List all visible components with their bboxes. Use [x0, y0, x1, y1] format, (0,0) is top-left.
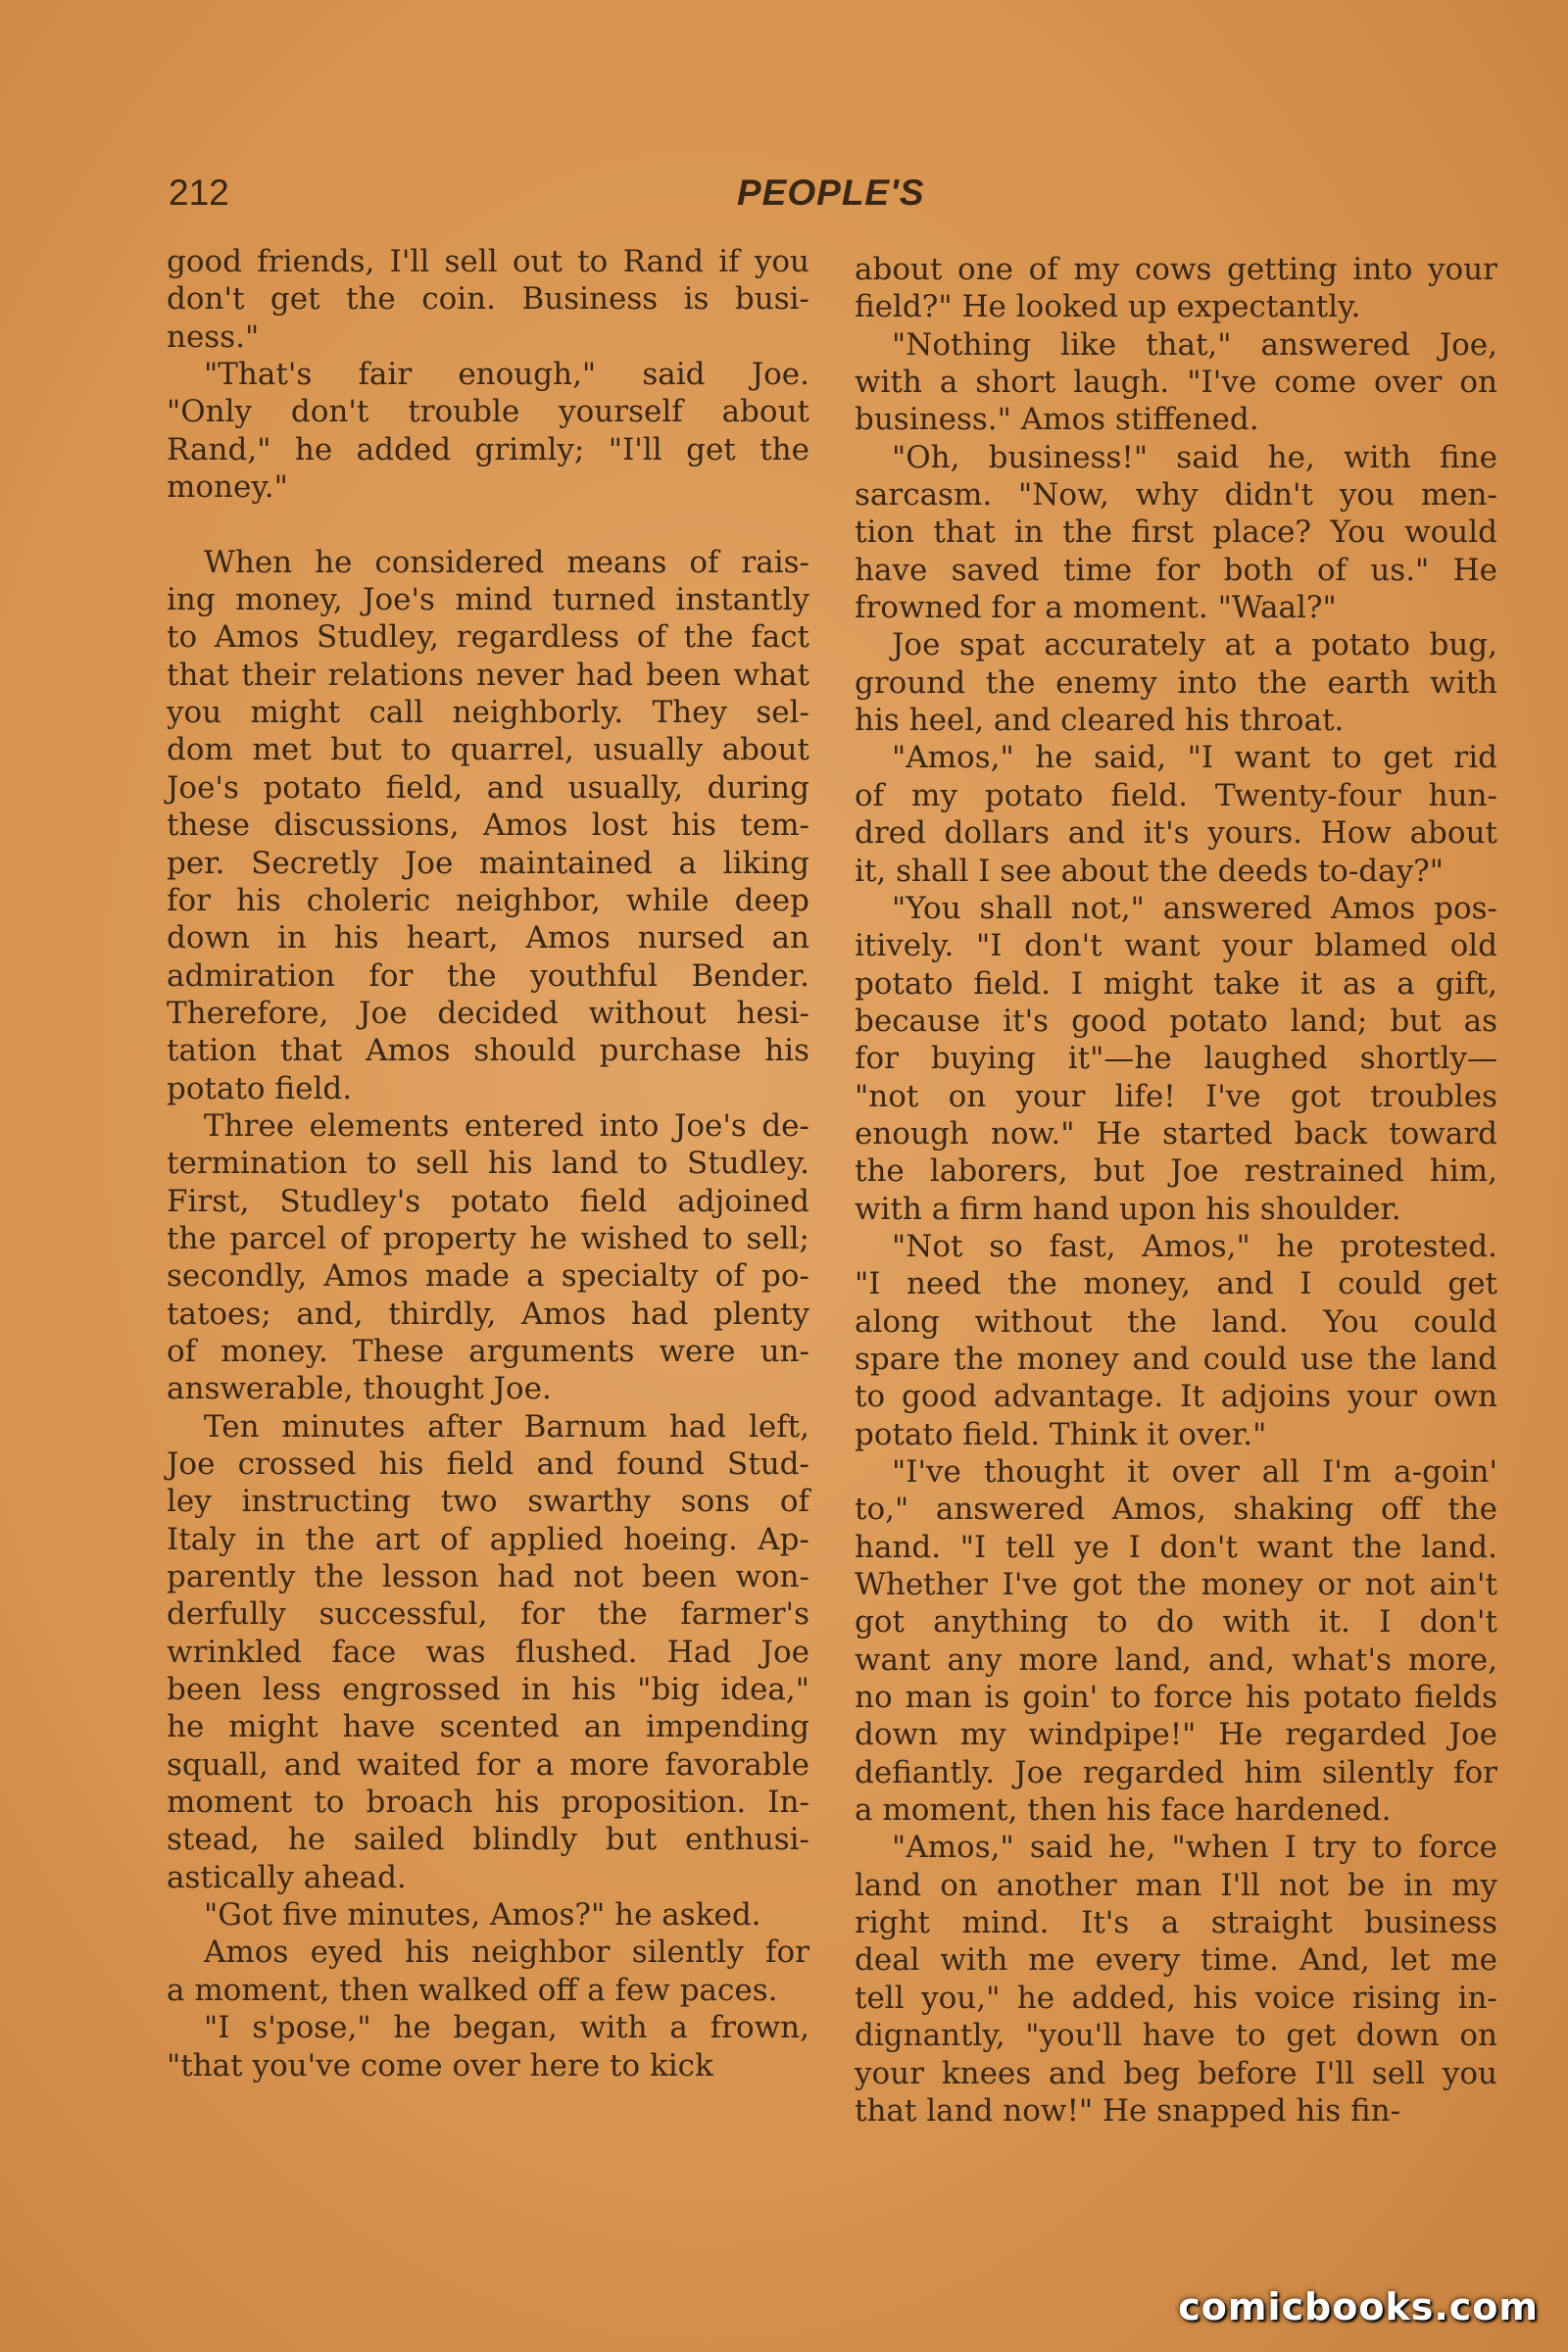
text-line: Ten minutes after Barnum had left,	[204, 1408, 809, 1445]
text-line: potato field.	[167, 1070, 353, 1106]
text-line: it, shall I see about the deeds to-day?"	[855, 853, 1445, 889]
text-line: ley instructing two swarthy sons of	[167, 1484, 809, 1520]
text-line: a moment, then his face hardened.	[855, 1792, 1392, 1829]
left-text-column	[167, 243, 809, 2084]
text-line: "Amos," he said, "I want to get rid	[892, 740, 1497, 776]
page-number: 212	[169, 172, 229, 213]
text-line: frowned for a moment. "Waal?"	[855, 590, 1337, 626]
text-line: ness."	[167, 318, 260, 355]
text-line: good friends, I'll sell out to Rand if you	[167, 244, 809, 279]
text-line: termination to sell his land to Studley.	[167, 1146, 809, 1182]
text-line: per. Secretly Joe maintained a liking	[167, 845, 809, 881]
text-line: defiantly. Joe regarded him silently for	[855, 1754, 1497, 1790]
text-line: "I've thought it over all I'm a-goin'	[892, 1454, 1497, 1490]
text-line: dred dollars and it's yours. How about	[855, 815, 1497, 852]
text-line: Three elements entered into Joe's de-	[204, 1107, 809, 1144]
text-line: "Got five minutes, Amos?" he asked.	[204, 1897, 761, 1934]
text-line: tion that in the first place? You would	[855, 514, 1497, 551]
text-line: these discussions, Amos lost his tem-	[167, 808, 809, 844]
text-line: "Only don't trouble yourself about	[167, 394, 809, 430]
text-line: along without the land. You could	[855, 1303, 1497, 1340]
text-line: wrinkled face was flushed. Had Joe	[167, 1634, 809, 1670]
text-line: with a short laugh. "I've come over on	[855, 365, 1497, 401]
text-line: deal with me every time. And, let me	[855, 1942, 1497, 1979]
text-line: admiration for the youthful Bender.	[167, 957, 809, 994]
text-line: Italy in the art of applied hoeing. Ap-	[167, 1521, 809, 1557]
text-line: "Not so fast, Amos," he protested.	[892, 1228, 1497, 1264]
text-line: stead, he sailed blindly but enthusi-	[167, 1822, 809, 1858]
text-line: with a firm hand upon his shoulder.	[855, 1191, 1401, 1227]
right-text-column	[855, 251, 1497, 2130]
text-line: down my windpipe!" He regarded Joe	[855, 1717, 1497, 1753]
text-line: got anything to do with it. I don't	[855, 1604, 1497, 1641]
text-line: he might have scented an impending	[167, 1709, 809, 1745]
text-line: dignantly, "you'll have to get down on	[855, 2018, 1497, 2054]
text-line: squall, and waited for a more favorable	[167, 1746, 809, 1783]
text-line: "Amos," said he, "when I try to force	[892, 1830, 1497, 1866]
text-line: down in his heart, Amos nursed an	[167, 920, 809, 956]
text-line: that their relations never had been what	[167, 657, 809, 693]
text-line: tell you," he added, his voice rising in-	[855, 1980, 1497, 2016]
text-line: "I need the money, and I could get	[855, 1266, 1497, 1302]
page-header	[169, 172, 1490, 220]
text-line: of money. These arguments were un-	[167, 1333, 809, 1369]
text-line: "not on your life! I've got troubles	[855, 1078, 1497, 1114]
text-line: "That's fair enough," said Joe.	[204, 357, 809, 393]
text-line: derfully successful, for the farmer's	[167, 1596, 809, 1633]
text-line: because it's good potato land; but as	[855, 1003, 1497, 1039]
text-line: When he considered means of rais-	[204, 544, 809, 580]
text-line: "I s'pose," he began, with a frown,	[204, 2010, 809, 2046]
text-line: you might call neighborly. They sel-	[167, 695, 809, 731]
text-line: "Oh, business!" said he, with fine	[892, 439, 1497, 475]
text-line: "You shall not," answered Amos pos-	[892, 890, 1497, 926]
text-line: the laborers, but Joe restrained him,	[855, 1153, 1497, 1190]
text-line: sarcasm. "Now, why didn't you men-	[855, 477, 1497, 514]
text-line: have saved time for both of us." He	[855, 552, 1497, 588]
text-line: Joe spat accurately at a potato bug,	[892, 627, 1497, 663]
text-line: about one of my cows getting into your	[855, 252, 1497, 287]
text-line: itively. "I don't want your blamed old	[855, 928, 1497, 964]
text-line: ing money, Joe's mind turned instantly	[167, 582, 809, 618]
text-line: moment to broach his proposition. In-	[167, 1785, 809, 1821]
text-line: Joe's potato field, and usually, during	[167, 769, 809, 806]
text-line: parently the lesson had not been won-	[167, 1559, 809, 1595]
text-line: no man is goin' to force his potato fields	[855, 1680, 1497, 1716]
text-line: the parcel of property he wished to sell;	[167, 1220, 809, 1256]
text-line: tatoes; and, thirdly, Amos had plenty	[167, 1296, 809, 1332]
text-line: to Amos Studley, regardless of the fact	[167, 619, 809, 656]
text-line: Joe crossed his field and found Stud-	[167, 1446, 809, 1482]
text-line: Amos eyed his neighbor silently for	[204, 1935, 809, 1971]
text-line: answerable, thought Joe.	[167, 1371, 552, 1407]
text-line: that land now!" He snapped his fin-	[855, 2092, 1401, 2129]
text-line	[167, 506, 809, 543]
text-line: secondly, Amos made a specialty of po-	[167, 1258, 809, 1295]
text-line: hand. "I tell ye I don't want the land.	[855, 1529, 1497, 1565]
text-line: astically ahead.	[167, 1859, 407, 1895]
text-line: field?" He looked up expectantly.	[855, 289, 1361, 325]
text-line: been less engrossed in his "big idea,"	[167, 1672, 809, 1708]
text-line: don't get the coin. Business is busi-	[167, 281, 809, 318]
text-line: tation that Amos should purchase his	[167, 1033, 809, 1069]
text-line: ground the enemy into the earth with	[855, 664, 1497, 701]
running-title: PEOPLE'S	[737, 172, 925, 213]
text-line: his heel, and cleared his throat.	[855, 703, 1345, 739]
text-line: potato field. I might take it as a gift,	[855, 965, 1497, 1002]
text-line: money."	[167, 469, 288, 506]
text-line: want any more land, and, what's more,	[855, 1642, 1497, 1678]
text-line: business." Amos stiffened.	[855, 402, 1259, 438]
site-watermark: comicbooks.com	[1178, 2285, 1539, 2328]
text-line: to," answered Amos, shaking off the	[855, 1492, 1497, 1528]
text-line: a moment, then walked off a few paces.	[167, 1972, 778, 2008]
text-line: "Nothing like that," answered Joe,	[892, 326, 1497, 363]
text-line: right mind. It's a straight business	[855, 1905, 1497, 1941]
text-line: Whether I've got the money or not ain't	[855, 1567, 1497, 1603]
text-line: your knees and beg before I'll sell you	[855, 2055, 1497, 2091]
text-line: "that you've come over here to kick	[167, 2047, 713, 2083]
text-line: of my potato field. Twenty-four hun-	[855, 777, 1497, 813]
text-line: Rand," he added grimly; "I'll get the	[167, 431, 809, 467]
text-line: potato field. Think it over."	[855, 1416, 1267, 1452]
text-line: enough now." He started back toward	[855, 1115, 1497, 1152]
text-line: dom met but to quarrel, usually about	[167, 732, 809, 768]
text-line: to good advantage. It adjoins your own	[855, 1379, 1497, 1415]
text-line: for his choleric neighbor, while deep	[167, 882, 809, 918]
text-line: spare the money and could use the land	[855, 1341, 1497, 1377]
text-line: Therefore, Joe decided without hesi-	[167, 995, 809, 1031]
text-line: First, Studley's potato field adjoined	[167, 1183, 809, 1219]
text-line: land on another man I'll not be in my	[855, 1867, 1497, 1903]
text-line: for buying it"—he laughed shortly—	[855, 1041, 1497, 1077]
